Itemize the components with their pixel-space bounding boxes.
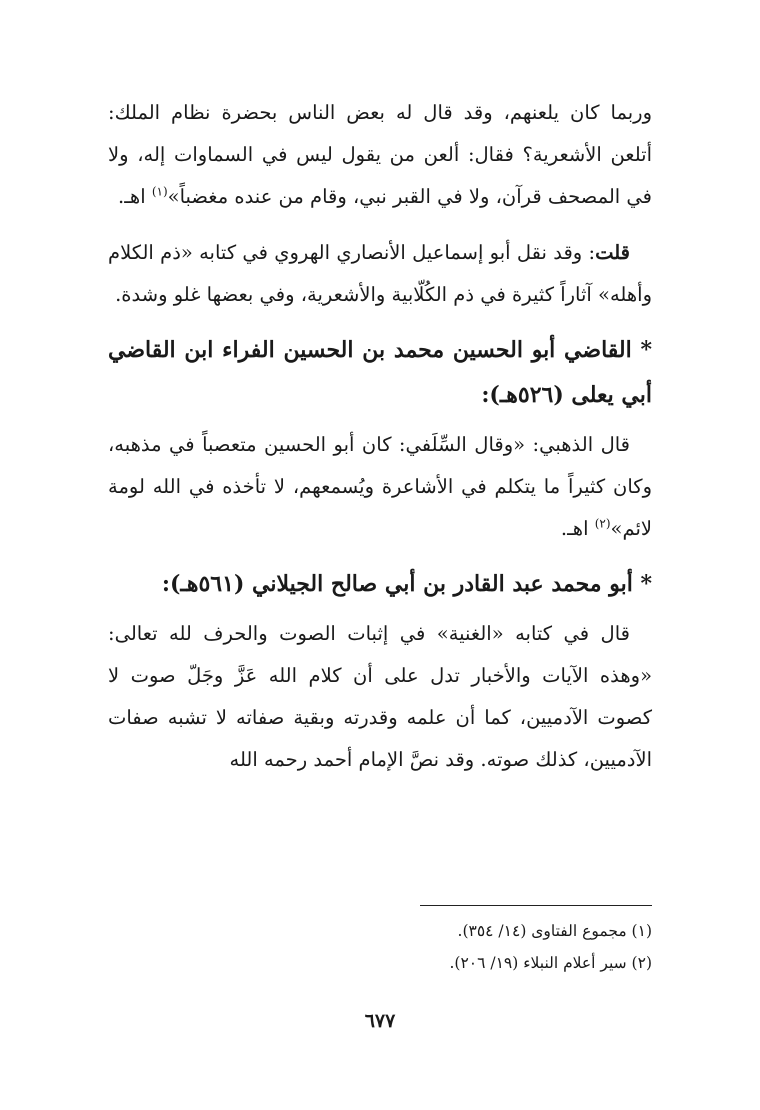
paragraph-1-text: وربما كان يلعنهم، وقد قال له بعض الناس بحضرة نظام الملك: أتلعن الأشعرية؟ فقال: ألعن من يقول ليس في السماوات إله، ولا في المصحف قرآن، ولا في القبر نبي، وقام من عنده مغضباً» xyxy=(108,101,652,208)
page-number: ٦٧٧ xyxy=(364,1010,396,1032)
paragraph-2-text: : وقد نقل أبو إسماعيل الأنصاري الهروي في كتابه «ذم الكلام وأهله» آثاراً كثيرة في ذم الكُلّابية والأشعرية، وفي بعضها غلو وشدة. xyxy=(108,241,652,306)
main-text xyxy=(108,92,652,781)
footnotes xyxy=(108,915,652,979)
qultu-label: قلت xyxy=(595,241,630,264)
paragraph-2 xyxy=(108,232,652,316)
paragraph-3-text: قال الذهبي: «وقال السِّلَفي: كان أبو الحسين متعصباً في مذهبه، وكان كثيراً ما يتكلم في الأشاعرة ويُسمعهم، لا تأخذه في الله لومة لائم» xyxy=(108,433,652,540)
paragraph-3-end: اهـ. xyxy=(560,517,595,540)
paragraph-1 xyxy=(108,92,652,218)
paragraph-1-end: اهـ. xyxy=(118,185,152,208)
section-heading-1: * القاضي أبو الحسين محمد بن الحسين الفراء ابن القاضي أبي يعلى (٥٢٦هـ): xyxy=(108,337,652,408)
footnote-ref-1: (١) xyxy=(151,184,168,199)
paragraph-4 xyxy=(108,613,652,781)
paragraph-3 xyxy=(108,424,652,550)
footnote-1: (١) مجموع الفتاوى (١٤/ ٣٥٤). xyxy=(457,922,652,940)
section-heading-2: * أبو محمد عبد القادر بن أبي صالح الجيلاني (٥٦١هـ): xyxy=(161,571,652,597)
footnote-divider xyxy=(420,905,652,906)
footnote-ref-2: (٢) xyxy=(594,516,611,531)
paragraph-4-text: قال في كتابه «الغنية» في إثبات الصوت والحرف لله تعالى: «وهذه الآيات والأخبار تدل على أن كلام الله عَزَّ وجَلّ صوت لا كصوت الآدميين، كما أن علمه وقدرته وبقية صفاته لا تشبه صفات الآدميين، كذلك صوته. وقد نصَّ الإمام أحمد رحمه الله xyxy=(108,622,652,771)
footnote-2: (٢) سير أعلام النبلاء (١٩/ ٢٠٦). xyxy=(449,954,652,972)
